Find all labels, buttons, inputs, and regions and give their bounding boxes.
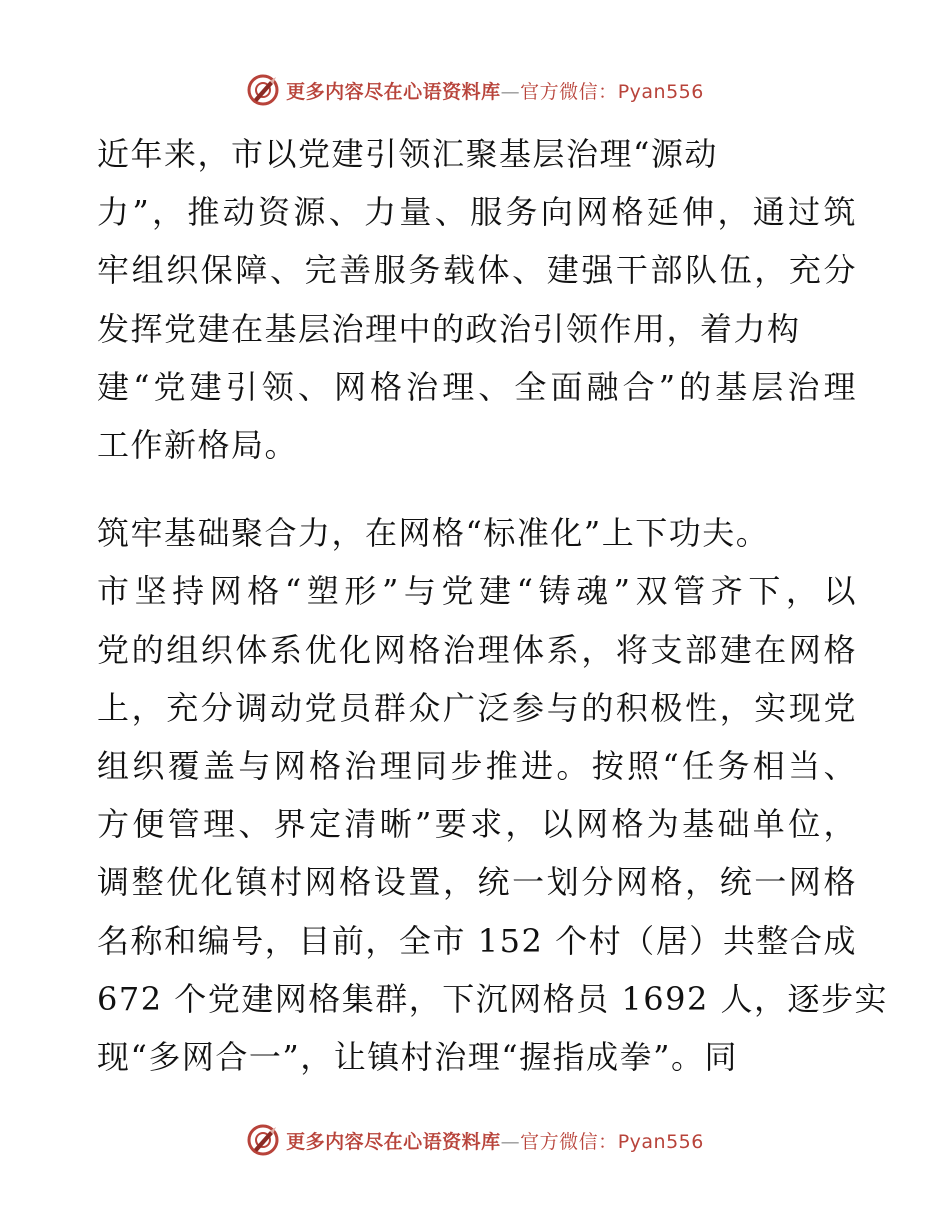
text-line: 近年来，市以党建引领汇聚基层治理“源动 bbox=[97, 135, 718, 173]
footer-wechat-id: Pyan556 bbox=[617, 1130, 704, 1153]
text-line: 力”，推动资源、力量、服务向网格延伸，通过筑 bbox=[97, 193, 857, 232]
text-line: 672 个党建网格集群，下沉网格员 1692 人，逐步实 bbox=[97, 979, 889, 1018]
document-body bbox=[97, 125, 889, 1086]
paragraph-1 bbox=[97, 125, 857, 474]
footer-brand-line bbox=[286, 1127, 704, 1154]
text-line: 方便管理、界定清晰”要求，以网格为基础单位， bbox=[97, 805, 857, 844]
text-line: 牢组织保障、完善服务载体、建强干部队伍，充分 bbox=[97, 251, 857, 290]
footer-separator: — bbox=[500, 1130, 521, 1153]
text-line: 工作新格局。 bbox=[97, 426, 299, 465]
text-line: 现“多网合一”，让镇村治理“握指成拳”。同 bbox=[97, 1038, 738, 1077]
brand-logo-icon bbox=[246, 1123, 280, 1157]
text-line: 党的组织体系优化网格治理体系，将支部建在网格 bbox=[97, 630, 857, 669]
text-line: 发挥党建在基层治理中的政治引领作用，着力构 bbox=[97, 309, 801, 348]
footer-watermark bbox=[0, 1120, 950, 1160]
header-wechat-id: Pyan556 bbox=[617, 80, 704, 103]
header-brand-text: 更多内容尽在心语资料库 bbox=[286, 80, 501, 103]
header-brand-line bbox=[286, 77, 704, 104]
brand-logo-icon bbox=[246, 73, 280, 107]
text-line: 上，充分调动党员群众广泛参与的积极性，实现党 bbox=[97, 688, 857, 727]
text-line: 调整优化镇村网格设置，统一划分网格，统一网格 bbox=[97, 863, 857, 902]
text-line: 名称和编号，目前，全市 152 个村（居）共整合成 bbox=[97, 921, 857, 960]
footer-wechat-label: 官方微信： bbox=[520, 1130, 618, 1153]
text-line: 建“党建引领、网格治理、全面融合”的基层治理 bbox=[97, 367, 857, 406]
header-separator: — bbox=[500, 80, 521, 103]
text-line: 组织覆盖与网格治理同步推进。按照“任务相当、 bbox=[97, 747, 857, 786]
paragraph-2 bbox=[97, 504, 889, 1086]
text-line: 筑牢基础聚合力，在网格“标准化”上下功夫。 bbox=[97, 514, 770, 553]
footer-brand-text: 更多内容尽在心语资料库 bbox=[286, 1130, 501, 1153]
header-watermark bbox=[0, 70, 950, 110]
header-wechat-label: 官方微信： bbox=[520, 80, 618, 103]
text-line: 市坚持网格“塑形”与党建“铸魂”双管齐下，以 bbox=[97, 572, 857, 611]
